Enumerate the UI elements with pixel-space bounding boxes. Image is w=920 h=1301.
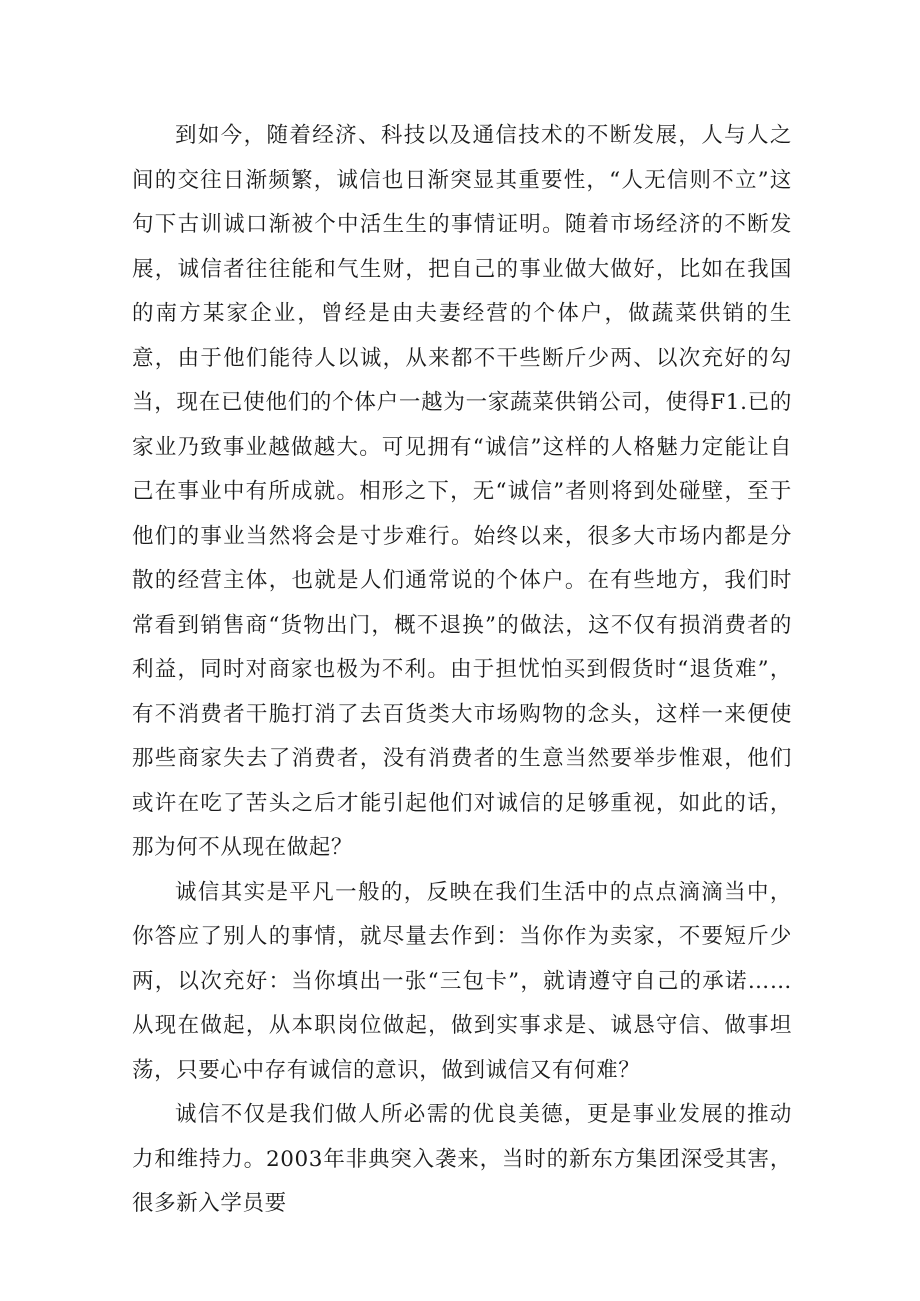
paragraph-3: 诚信不仅是我们做人所必需的优良美德，更是事业发展的推动力和维持力。2003年非典突入袭来，当时的新东方集团深受其害，很多新入学员要 <box>132 1102 792 1216</box>
paragraph-2: 诚信其实是平凡一般的，反映在我们生活中的点点滴滴当中，你答应了别人的事情，就尽量去作到：当你作为卖家，不要短斤少两，以次充好：当你填出一张“三包卡”，就请遵守自己的承诺……从现在做起，从本职岗位做起，做到实事求是、诚恳守信、做事坦荡，只要心中存有诚信的意识，做到诚信又有何难？ <box>132 879 792 1083</box>
document-body <box>132 114 792 1227</box>
paragraph-1: 到如今，随着经济、科技以及通信技术的不断发展，人与人之间的交往日渐频繁，诚信也日渐突显其重要性，“人无信则不立”这句下古训诚口渐被个中活生生的事情证明。随着市场经济的不断发展，诚信者往往能和气生财，把自己的事业做大做好，比如在我国的南方某家企业，曾经是由夫妻经营的个体户，做蔬菜供销的生意，由于他们能待人以诚，从来都不干些断斤少两、以次充好的勾当，现在已使他们的个体户一越为一家蔬菜供销公司，使得F1.已的家业乃致事业越做越大。可见拥有“诚信”这样的人格魅力定能让自己在事业中有所成就。相形之下，无“诚信”者则将到处碰壁，至于他们的事业当然将会是寸步难行。始终以来，很多大市场内都是分散的经营主体，也就是人们通常说的个体户。在有些地方，我们时常看到销售商“货物出门，概不退换”的做法，这不仅有损消费者的利益，同时对商家也极为不利。由于担忧怕买到假货时“退货难”，有不消费者干脆打消了去百货类大市场购物的念头，这样一来便使那些商家失去了消费者，没有消费者的生意当然要举步惟艰，他们或许在吃了苦头之后才能引起他们对诚信的足够重视，如此的话，那为何不从现在做起？ <box>132 123 792 860</box>
